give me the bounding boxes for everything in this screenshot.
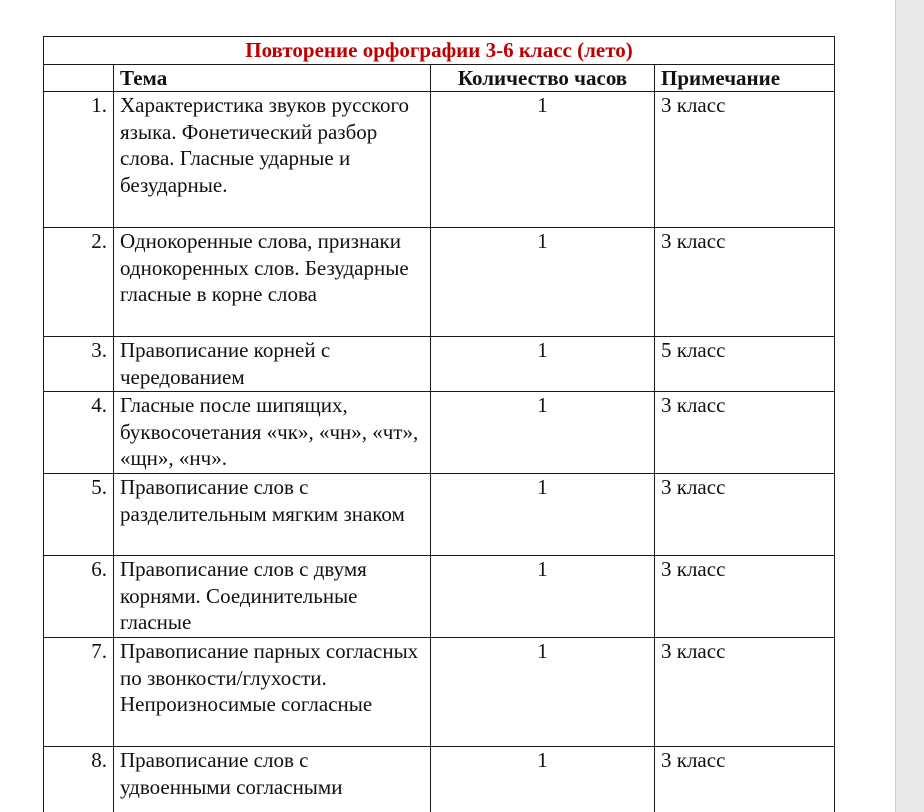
header-note: Примечание [655, 65, 835, 92]
table-header-row [44, 65, 835, 92]
row-hours: 1 [431, 556, 655, 638]
row-number: 3. [44, 337, 114, 392]
row-topic: Правописание слов с удвоенными согласными [114, 747, 431, 812]
row-note: 3 класс [655, 747, 835, 812]
row-note: 3 класс [655, 228, 835, 337]
row-number: 8. [44, 747, 114, 812]
row-topic: Однокоренные слова, признаки однокоренных слов. Безударные гласные в корне слова [114, 228, 431, 337]
row-number: 4. [44, 392, 114, 474]
row-topic: Характеристика звуков русского языка. Фонетический разбор слова. Гласные ударные и безударные. [114, 92, 431, 228]
row-note: 3 класс [655, 392, 835, 474]
row-number: 6. [44, 556, 114, 638]
header-num [44, 65, 114, 92]
table-row [44, 638, 835, 747]
row-topic: Правописание слов с двумя корнями. Соединительные гласные [114, 556, 431, 638]
row-topic: Гласные после шипящих, буквосочетания «чк», «чн», «чт», «щн», «нч». [114, 392, 431, 474]
lesson-plan-table [43, 36, 835, 812]
row-topic: Правописание корней с чередованием [114, 337, 431, 392]
table-row [44, 474, 835, 556]
header-topic: Тема [114, 65, 431, 92]
row-topic: Правописание парных согласных по звонкости/глухости. Непроизносимые согласные [114, 638, 431, 747]
row-note: 3 класс [655, 92, 835, 228]
row-number: 5. [44, 474, 114, 556]
row-hours: 1 [431, 337, 655, 392]
table-row [44, 337, 835, 392]
header-hours: Количество часов [431, 65, 655, 92]
row-number: 1. [44, 92, 114, 228]
row-note: 5 класс [655, 337, 835, 392]
row-hours: 1 [431, 747, 655, 812]
table-title: Повторение орфографии 3-6 класс (лето) [44, 37, 835, 65]
table-title-row [44, 37, 835, 65]
row-hours: 1 [431, 228, 655, 337]
table-row [44, 228, 835, 337]
table-row [44, 392, 835, 474]
row-hours: 1 [431, 92, 655, 228]
table-row [44, 556, 835, 638]
table-row [44, 92, 835, 228]
table-row [44, 747, 835, 812]
row-topic: Правописание слов с разделительным мягким знаком [114, 474, 431, 556]
row-hours: 1 [431, 638, 655, 747]
row-note: 3 класс [655, 556, 835, 638]
row-number: 7. [44, 638, 114, 747]
row-hours: 1 [431, 474, 655, 556]
viewer-background-edge [895, 0, 924, 812]
row-note: 3 класс [655, 474, 835, 556]
row-note: 3 класс [655, 638, 835, 747]
row-number: 2. [44, 228, 114, 337]
row-hours: 1 [431, 392, 655, 474]
